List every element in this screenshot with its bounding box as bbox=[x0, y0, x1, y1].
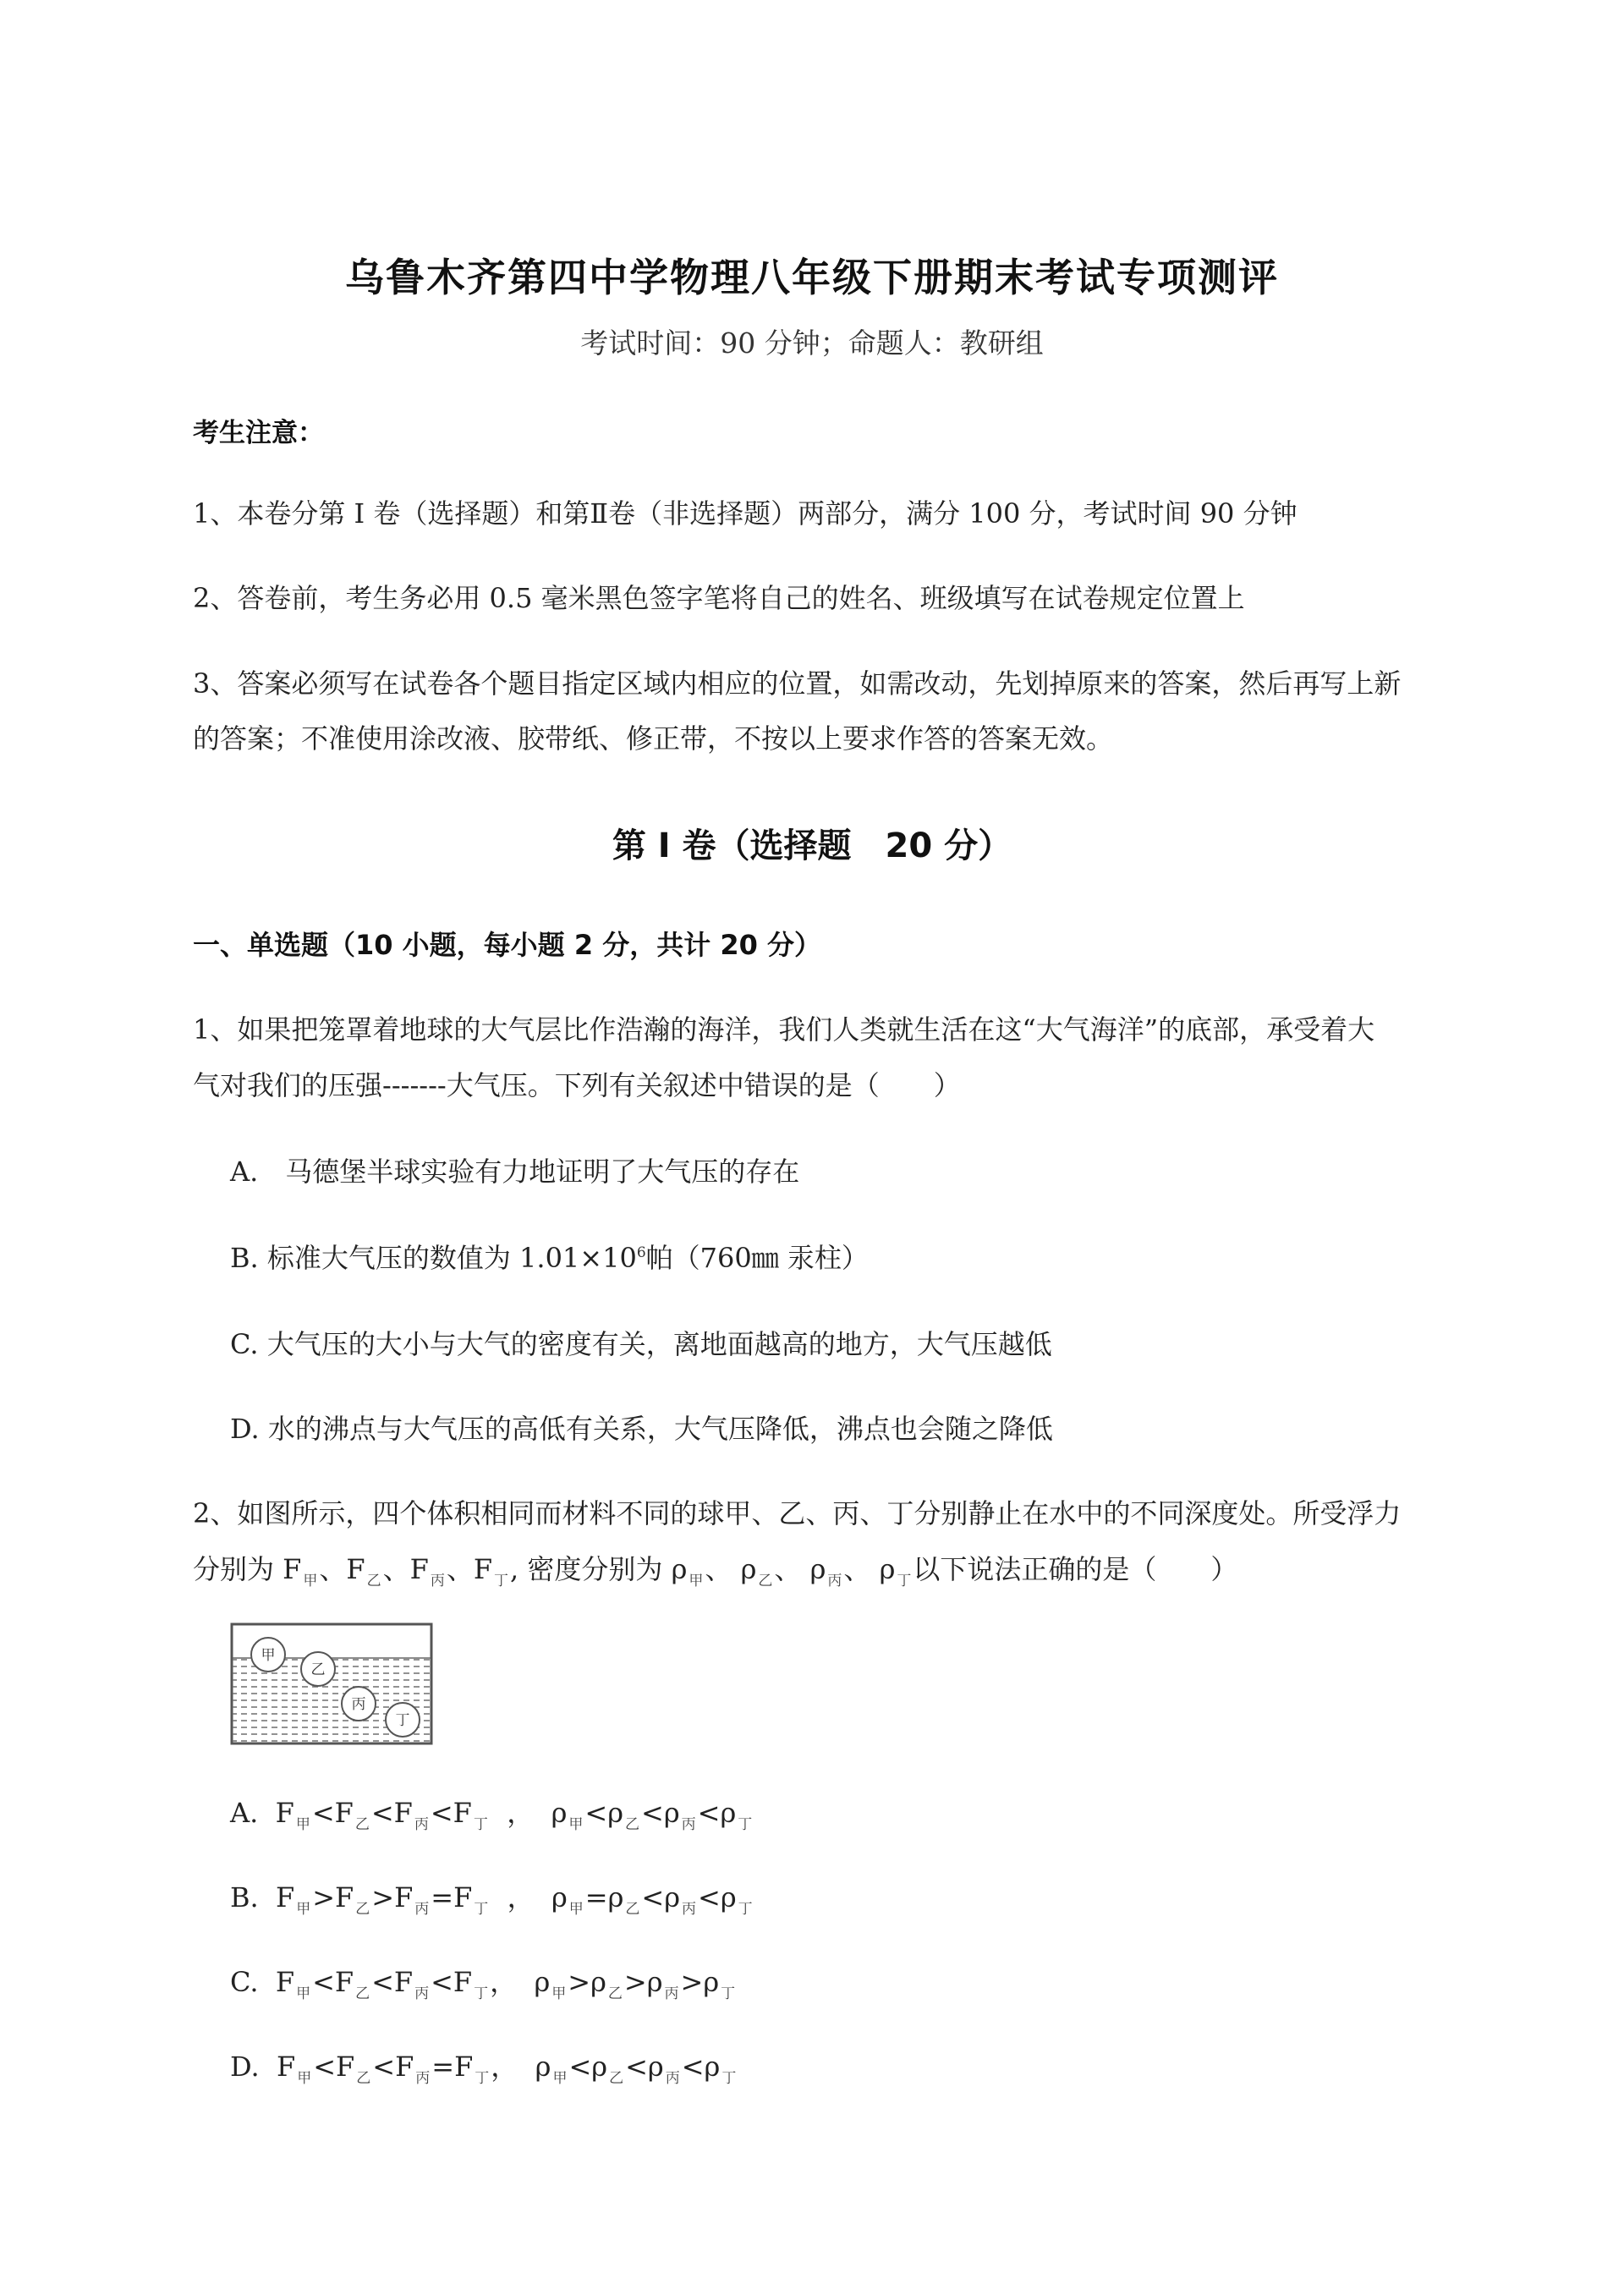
f-symbol: F bbox=[395, 2051, 414, 2083]
q2-sub: 甲 bbox=[689, 1573, 704, 1589]
sep: ， bbox=[490, 1966, 518, 1998]
q2-text: , 密度分别为 ρ bbox=[510, 1553, 688, 1585]
op: < bbox=[641, 1797, 664, 1829]
q2-sub: 甲 bbox=[296, 1985, 311, 2002]
q2-text: 分别为 F bbox=[193, 1553, 302, 1585]
q2-sub: 丁 bbox=[738, 1901, 753, 1918]
rho-symbol: ρ bbox=[535, 2051, 551, 2083]
rho-symbol: ρ bbox=[647, 2051, 664, 2083]
op: < bbox=[311, 1797, 335, 1829]
exam-subtitle: 考试时间：90 分钟；命题人：教研组 bbox=[580, 327, 1044, 360]
q2-sub: 丙 bbox=[665, 2070, 680, 2087]
op: > bbox=[312, 1881, 336, 1913]
f-symbol: F bbox=[334, 1797, 354, 1829]
f-symbol: F bbox=[275, 1966, 295, 1998]
q2-sub: 丁 bbox=[475, 2070, 490, 2087]
ball-label: 乙 bbox=[310, 1661, 326, 1678]
op: > bbox=[568, 1966, 591, 1998]
rho-symbol: ρ bbox=[703, 1966, 720, 1998]
op: = bbox=[584, 1881, 608, 1913]
q2-sub: 乙 bbox=[355, 1985, 370, 2002]
q2-sub: 丁 bbox=[721, 1985, 736, 2002]
q2-sub: 丁 bbox=[474, 1985, 489, 2002]
q2-sub: 甲 bbox=[551, 1985, 567, 2002]
op: < bbox=[568, 2051, 592, 2083]
q1-stem-line2: 气对我们的压强-------大气压。下列有关叙述中错误的是（ ） bbox=[193, 1069, 961, 1101]
q2-sub: 丙 bbox=[664, 1985, 679, 2002]
q2-sub: 丁 bbox=[473, 1816, 488, 1833]
part-heading: 一、单选题（10 小题，每小题 2 分，共计 20 分） bbox=[193, 929, 822, 961]
rho-symbol: ρ bbox=[551, 1881, 568, 1913]
q2-sub: 丁 bbox=[897, 1573, 912, 1589]
notice-item-3-cont: 的答案；不准使用涂改液、胶带纸、修正带，不按以上要求作答的答案无效。 bbox=[193, 722, 1114, 755]
op: < bbox=[584, 1797, 608, 1829]
q2-sub: 丙 bbox=[414, 1816, 429, 1833]
q2-text: 、 ρ bbox=[843, 1553, 896, 1585]
q2-sub: 丁 bbox=[474, 1901, 489, 1918]
option-letter: A. bbox=[230, 1797, 259, 1829]
q2-sub: 甲 bbox=[295, 1816, 310, 1833]
rho-symbol: ρ bbox=[607, 1881, 624, 1913]
q2-text: 、 ρ bbox=[705, 1553, 757, 1585]
q2-stem-line1: 2、如图所示，四个体积相同而材料不同的球甲、乙、丙、丁分别静止在水中的不同深度处。所受浮力 bbox=[193, 1497, 1402, 1529]
q2-sub: 乙 bbox=[355, 1901, 370, 1918]
q2-sub: 甲 bbox=[303, 1573, 318, 1589]
sep: ， bbox=[491, 2051, 518, 2083]
op: < bbox=[431, 1966, 453, 1998]
q2-sub: 乙 bbox=[356, 2070, 371, 2087]
op: < bbox=[430, 1797, 453, 1829]
sep: ， bbox=[507, 1881, 535, 1913]
q2-sub: 丁 bbox=[738, 1816, 753, 1833]
q2-text: 、F bbox=[319, 1553, 365, 1585]
rho-symbol: ρ bbox=[664, 1881, 681, 1913]
q1-option-b-unit: 帕（760㎜ 汞柱） bbox=[645, 1242, 869, 1274]
q2-sub: 丙 bbox=[682, 1901, 697, 1918]
f-symbol: F bbox=[453, 1881, 473, 1913]
q2-sub: 丙 bbox=[827, 1573, 842, 1589]
f-symbol: F bbox=[394, 1881, 414, 1913]
q2-sub: 乙 bbox=[609, 2070, 624, 2087]
rho-symbol: ρ bbox=[663, 1797, 680, 1829]
op: < bbox=[372, 2051, 396, 2083]
q2-sub: 丙 bbox=[681, 1816, 696, 1833]
rho-symbol: ρ bbox=[534, 1966, 551, 1998]
f-symbol: F bbox=[334, 1966, 354, 1998]
f-symbol: F bbox=[336, 2051, 355, 2083]
op: < bbox=[313, 2051, 337, 2083]
q2-sub: 乙 bbox=[625, 1816, 640, 1833]
q2-text: 、F bbox=[382, 1553, 429, 1585]
f-symbol: F bbox=[275, 1797, 294, 1829]
q2-sub: 甲 bbox=[296, 1901, 311, 1918]
q1-option-b bbox=[230, 1237, 869, 1276]
notice-heading: 考生注意： bbox=[193, 418, 324, 448]
op: = bbox=[431, 2051, 455, 2083]
f-symbol: F bbox=[393, 1966, 414, 1998]
exam-title: 乌鲁木齐第四中学物理八年级下册期末考试专项测评 bbox=[345, 255, 1279, 300]
op: < bbox=[370, 1797, 394, 1829]
op: < bbox=[681, 2051, 705, 2083]
option-letter: C. bbox=[230, 1966, 259, 1998]
q2-sub: 丁 bbox=[494, 1573, 509, 1589]
notice-item-3: 3、答案必须写在试卷各个题目指定区域内相应的位置，如需改动，先划掉原来的答案，然后再写上新 bbox=[193, 667, 1402, 700]
q2-sub: 乙 bbox=[607, 1985, 623, 2002]
q1-option-d: D. 水的沸点与大气压的高低有关系，大气压降低，沸点也会随之降低 bbox=[230, 1413, 1053, 1445]
rho-symbol: ρ bbox=[646, 1966, 663, 1998]
op: > bbox=[680, 1966, 704, 1998]
f-symbol: F bbox=[335, 1881, 354, 1913]
q2-sub: 甲 bbox=[297, 2070, 312, 2087]
option-letter: B. bbox=[230, 1881, 259, 1913]
notice-item-2: 2、答卷前，考生务必用 0.5 毫米黑色签字笔将自己的姓名、班级填写在试卷规定位置上 bbox=[193, 582, 1245, 614]
rho-symbol: ρ bbox=[720, 1881, 737, 1913]
rho-symbol: ρ bbox=[551, 1797, 568, 1829]
q1-option-c: C. 大气压的大小与大气的密度有关，离地面越高的地方，大气压越低 bbox=[230, 1328, 1052, 1360]
rho-symbol: ρ bbox=[704, 2051, 721, 2083]
q2-sub: 丙 bbox=[414, 1985, 430, 2002]
rho-symbol: ρ bbox=[607, 1797, 624, 1829]
q2-sub: 甲 bbox=[568, 1816, 584, 1833]
f-symbol: F bbox=[453, 1966, 473, 1998]
q2-sub: 甲 bbox=[568, 1901, 584, 1918]
q1-option-b-exponent: 6 bbox=[636, 1244, 646, 1261]
q1-option-a: A. 马德堡半球实验有力地证明了大气压的存在 bbox=[230, 1156, 800, 1188]
q2-text: 、F bbox=[446, 1553, 493, 1585]
q2-text: 、 ρ bbox=[774, 1553, 826, 1585]
q2-stem-line2 bbox=[193, 1548, 1237, 1587]
ball-label: 丙 bbox=[351, 1696, 366, 1713]
q2-sub: 乙 bbox=[758, 1573, 773, 1589]
op: = bbox=[431, 1881, 454, 1913]
rho-symbol: ρ bbox=[591, 2051, 608, 2083]
op: < bbox=[697, 1797, 721, 1829]
notice-item-1: 1、本卷分第 I 卷（选择题）和第Ⅱ卷（非选择题）两部分，满分 100 分，考试时间 90 分钟 bbox=[193, 497, 1298, 530]
q2-option-c bbox=[230, 1961, 737, 2000]
op: < bbox=[625, 2051, 648, 2083]
buoyancy-figure bbox=[230, 1622, 433, 1745]
q1-option-b-text: B. 标准大气压的数值为 1.01×10 bbox=[230, 1242, 637, 1274]
op: < bbox=[312, 1966, 335, 1998]
q2-sub: 丙 bbox=[415, 2070, 431, 2087]
section-title: 第 I 卷（选择题 20 分） bbox=[612, 826, 1012, 865]
sep: ， bbox=[507, 1797, 535, 1829]
q2-sub: 乙 bbox=[625, 1901, 640, 1918]
q2-sub: 丙 bbox=[430, 1573, 445, 1589]
op: < bbox=[641, 1881, 665, 1913]
rho-symbol: ρ bbox=[590, 1966, 606, 1998]
q2-sub: 甲 bbox=[552, 2070, 568, 2087]
op: > bbox=[371, 1881, 395, 1913]
q2-text: 以下说法正确的是（ ） bbox=[913, 1553, 1238, 1585]
q2-sub: 丙 bbox=[414, 1901, 430, 1918]
rho-symbol: ρ bbox=[720, 1797, 737, 1829]
q2-option-b bbox=[230, 1876, 754, 1918]
op: > bbox=[623, 1966, 647, 1998]
op: < bbox=[371, 1966, 394, 1998]
option-letter: D. bbox=[230, 2051, 260, 2083]
f-symbol: F bbox=[393, 1797, 413, 1829]
q2-option-a bbox=[230, 1792, 754, 1831]
op: < bbox=[698, 1881, 721, 1913]
f-symbol: F bbox=[454, 2051, 474, 2083]
f-symbol: F bbox=[276, 1881, 295, 1913]
ball-label: 甲 bbox=[261, 1647, 276, 1664]
q2-sub: 乙 bbox=[354, 1816, 370, 1833]
f-symbol: F bbox=[453, 1797, 472, 1829]
q2-option-d bbox=[230, 2045, 738, 2087]
q2-sub: 乙 bbox=[366, 1573, 381, 1589]
q1-stem-line1: 1、如果把笼罩着地球的大气层比作浩瀚的海洋，我们人类就生活在这“大气海洋”的底部，承受着大 bbox=[193, 1013, 1375, 1046]
q2-sub: 丁 bbox=[721, 2070, 737, 2087]
f-symbol: F bbox=[277, 2051, 296, 2083]
ball-label: 丁 bbox=[395, 1712, 410, 1729]
